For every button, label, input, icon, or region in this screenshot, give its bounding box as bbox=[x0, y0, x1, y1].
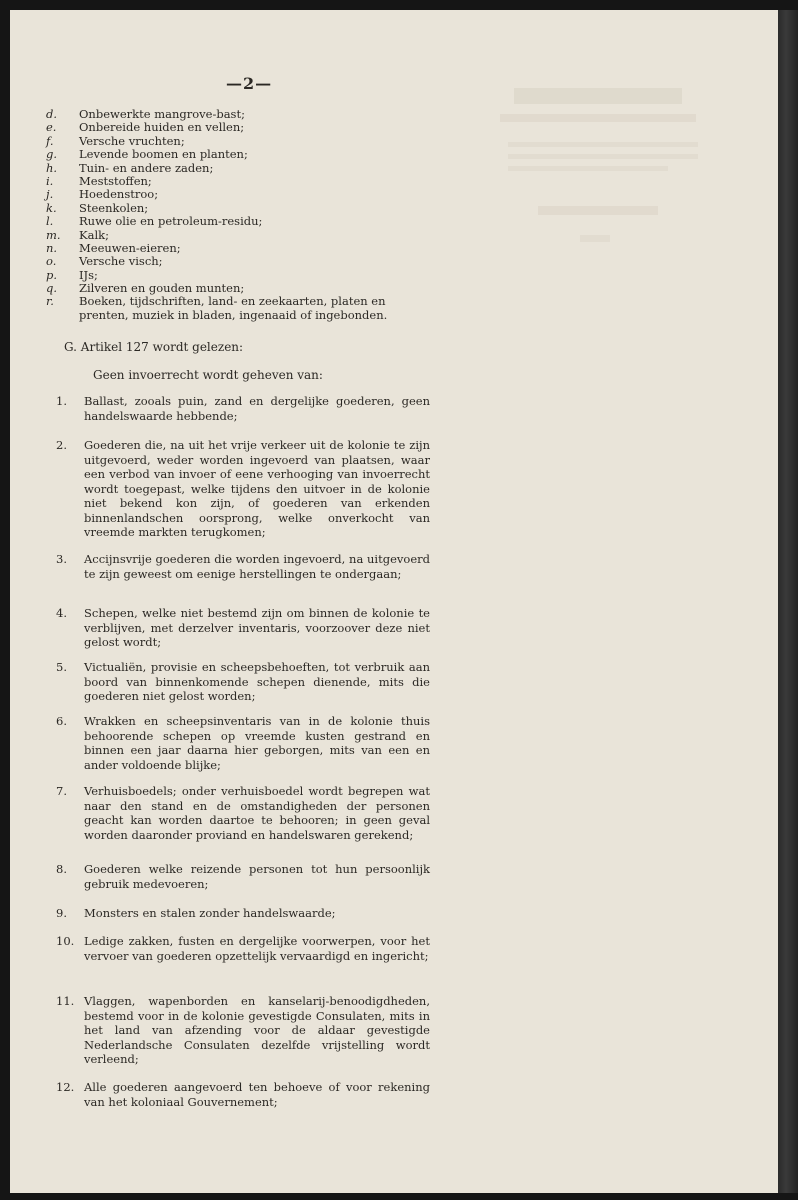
item-letter: d. bbox=[46, 107, 58, 121]
list-item bbox=[46, 121, 406, 134]
item-number: 6. bbox=[56, 714, 67, 728]
item-text: Ledige zakken, fusten en dergelijke voorwerpen, voor het vervoer van goederen opzettelijk vervaardigd en ingericht; bbox=[84, 934, 430, 963]
list-item bbox=[46, 229, 406, 242]
item-letter: p. bbox=[46, 267, 58, 282]
list-item bbox=[56, 660, 436, 704]
item-text: Meststoffen; bbox=[79, 173, 152, 188]
item-letter: k. bbox=[46, 200, 57, 215]
list-item bbox=[56, 994, 436, 1067]
item-text: Boeken, tijdschriften, land- en zeekaarten, platen en prenten, muziek in bladen, ingenaaid of ingebonden. bbox=[79, 294, 388, 322]
item-text: Schepen, welke niet bestemd zijn om binnen de kolonie te verblijven, met derzelver inventaris, voorzoover deze niet gelost wordt; bbox=[84, 606, 430, 649]
item-number: 12. bbox=[56, 1080, 75, 1094]
item-text: Wrakken en scheepsinventaris van in de kolonie thuis behoorende schepen op vreemde kusten gestrand en binnen een jaar daarna hier geborgen, mits van een en ander voldoende blijke; bbox=[84, 714, 430, 772]
item-letter: j. bbox=[46, 187, 54, 202]
item-text: Victualiën, provisie en scheepsbehoeften, tot verbruik aan boord van binnenkomende schepen dienende, mits die goederen niet gelost worden; bbox=[84, 660, 430, 703]
item-letter: m. bbox=[46, 227, 61, 242]
page-number: —2— bbox=[226, 74, 273, 93]
list-item bbox=[46, 295, 406, 322]
item-letter: o. bbox=[46, 254, 57, 269]
item-letter: f. bbox=[46, 133, 54, 148]
item-text: Monsters en stalen zonder handelswaarde; bbox=[84, 906, 336, 920]
item-text: Vlaggen, wapenborden en kanselarij-benoodigdheden, bestemd voor in de kolonie gevestigde Consulaten, mits in het land van afzending voor de aldaar gevestigde Nederlandsche Consulaten dezelfde vrijstelling wordt verleend; bbox=[84, 994, 430, 1066]
list-item bbox=[56, 438, 436, 540]
item-number: 4. bbox=[56, 606, 67, 620]
item-text: Ballast, zooals puin, zand en dergelijke goederen, geen handelswaarde hebbende; bbox=[84, 394, 430, 423]
item-letter: r. bbox=[46, 294, 54, 309]
item-text: Ruwe olie en petroleum-residu; bbox=[79, 214, 263, 229]
item-number: 8. bbox=[56, 862, 67, 876]
item-text: Accijnsvrije goederen die worden ingevoerd, na uitgevoerd te zijn geweest om eenige herstellingen te ondergaan; bbox=[84, 552, 430, 581]
item-text: Goederen die, na uit het vrije verkeer uit de kolonie te zijn uitgevoerd, weder worden ingevoerd van plaatsen, waar een verbod van invoer of eene verhooging van invoerrecht wordt toegepast, welke tijdens den uitvoer in de kolonie niet bekend kon zijn, of goederen van erkenden binnenlandschen oorsprong, welke onverkocht van vreemde markten terugkomen; bbox=[84, 438, 430, 539]
item-text: Goederen welke reizende personen tot hun persoonlijk gebruik medevoeren; bbox=[84, 862, 430, 891]
list-item bbox=[46, 162, 406, 175]
item-text: Meeuwen-eieren; bbox=[79, 240, 181, 255]
list-item bbox=[56, 862, 436, 891]
list-item bbox=[46, 215, 406, 228]
list-item bbox=[46, 108, 406, 121]
section-intro: Geen invoerrecht wordt geheven van: bbox=[93, 368, 323, 382]
item-text: Hoedenstroo; bbox=[79, 187, 159, 202]
item-text: Onbewerkte mangrove-bast; bbox=[79, 107, 245, 121]
list-item bbox=[46, 175, 406, 188]
list-item bbox=[56, 1080, 436, 1109]
item-text: Versche vruchten; bbox=[79, 133, 185, 148]
item-number: 7. bbox=[56, 784, 67, 798]
list-item bbox=[56, 606, 436, 650]
item-text: Kalk; bbox=[79, 227, 109, 242]
list-item bbox=[46, 148, 406, 161]
item-number: 1. bbox=[56, 394, 67, 408]
list-item bbox=[46, 242, 406, 255]
show-through-area bbox=[500, 80, 700, 260]
section-heading: G. Artikel 127 wordt gelezen: bbox=[64, 340, 244, 354]
item-letter: n. bbox=[46, 240, 58, 255]
item-text: IJs; bbox=[79, 267, 98, 282]
item-letter: q. bbox=[46, 281, 58, 296]
item-text: Tuin- en andere zaden; bbox=[79, 160, 214, 175]
item-number: 11. bbox=[56, 994, 75, 1008]
list-item bbox=[56, 552, 436, 581]
list-item bbox=[46, 255, 406, 268]
item-number: 5. bbox=[56, 660, 67, 674]
list-item bbox=[46, 188, 406, 201]
item-number: 3. bbox=[56, 552, 67, 566]
item-text: Verhuisboedels; onder verhuisboedel wordt begrepen wat naar den stand en de omstandigheden der personen geacht kan worden daartoe te behooren; in geen geval worden daaronder proviand en handelswaren gerekend; bbox=[84, 784, 430, 842]
item-letter: i. bbox=[46, 173, 54, 188]
book-spine bbox=[778, 10, 798, 1193]
list-item bbox=[46, 269, 406, 282]
list-item bbox=[56, 784, 436, 842]
list-item bbox=[56, 934, 436, 963]
item-number: 10. bbox=[56, 934, 75, 948]
item-number: 9. bbox=[56, 906, 67, 920]
item-text: Zilveren en gouden munten; bbox=[79, 281, 245, 296]
list-item bbox=[56, 714, 436, 772]
item-text: Steenkolen; bbox=[79, 200, 149, 215]
item-number: 2. bbox=[56, 438, 67, 452]
item-letter: g. bbox=[46, 147, 58, 162]
list-item bbox=[46, 202, 406, 215]
list-item bbox=[46, 135, 406, 148]
letter-list bbox=[46, 108, 406, 322]
item-text: Onbereide huiden en vellen; bbox=[79, 120, 245, 135]
item-text: Versche visch; bbox=[79, 254, 163, 269]
item-letter: e. bbox=[46, 120, 57, 135]
list-item bbox=[46, 282, 406, 295]
list-item bbox=[56, 906, 436, 921]
item-letter: l. bbox=[46, 214, 54, 229]
list-item bbox=[56, 394, 436, 423]
item-text: Levende boomen en planten; bbox=[79, 147, 248, 162]
item-letter: h. bbox=[46, 160, 58, 175]
item-text: Alle goederen aangevoerd ten behoeve of voor rekening van het koloniaal Gouvernement; bbox=[84, 1080, 430, 1109]
